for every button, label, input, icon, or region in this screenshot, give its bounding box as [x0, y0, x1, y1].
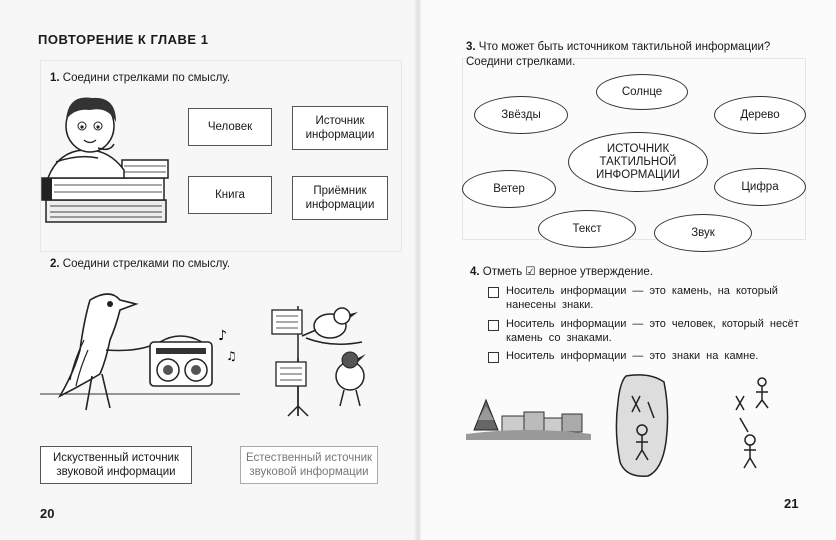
boy-with-books-illustration	[38, 92, 173, 227]
option-3-text: Носитель информации — это знаки на камне.	[506, 350, 759, 362]
oval-zvyozdy[interactable]: Звёзды	[474, 96, 568, 134]
task-3-heading	[466, 40, 806, 70]
checked-box-icon: ☑	[525, 264, 536, 278]
box-kniga[interactable]: Книга	[188, 176, 272, 214]
stones-landscape-illustration	[466, 390, 591, 440]
box-receiver-info[interactable]: Приёмник информации	[292, 176, 388, 220]
task-4-heading	[470, 264, 653, 278]
task-2-text: Соедини стрелками по смыслу.	[62, 258, 231, 270]
carved-signs-illustration	[728, 374, 778, 474]
label-natural-sound-source[interactable]: Естественный источник звуковой информации	[240, 446, 378, 484]
book-gutter	[414, 0, 422, 540]
label-artificial-sound-source[interactable]: Искуственный источник звуковой информации	[40, 446, 192, 484]
svg-text:♪: ♪	[218, 328, 227, 344]
oval-tactile-source-center: ИСТОЧНИК ТАКТИЛЬНОЙ ИНФОРМАЦИИ	[568, 132, 708, 192]
task-2-number: 2.	[50, 258, 60, 270]
task-3-text: Что может быть источником тактильной информации? Соедини стрелками.	[466, 41, 771, 68]
box-chelovek[interactable]: Человек	[188, 108, 272, 146]
box-source-info[interactable]: Источник информации	[292, 106, 388, 150]
oval-tsifra[interactable]: Цифра	[714, 168, 806, 206]
bird-with-radio-illustration	[40, 290, 240, 425]
page-number-left: 20	[40, 506, 55, 521]
oval-derevo[interactable]: Дерево	[714, 96, 806, 134]
option-2-checkbox[interactable]	[488, 320, 499, 331]
task-1-text: Соедини стрелками по смыслу.	[62, 72, 231, 84]
task-3-number: 3.	[466, 41, 476, 53]
task-1-heading	[50, 72, 230, 84]
option-1-text: Носитель информации — это камень, на который нанесены знаки.	[506, 285, 778, 311]
task-4-text-after: верное утверждение.	[538, 266, 653, 278]
chapter-review-title: ПОВТОРЕНИЕ К ГЛАВЕ 1	[38, 32, 209, 47]
task-2-heading	[50, 258, 230, 270]
page-number-right: 21	[784, 496, 799, 511]
option-3-checkbox[interactable]	[488, 352, 499, 363]
oval-zvuk[interactable]: Звук	[654, 214, 752, 252]
option-1-checkbox[interactable]	[488, 287, 499, 298]
option-2-text: Носитель информации — это человек, который несёт камень со знаками.	[506, 318, 799, 344]
task-1-number: 1.	[50, 72, 60, 84]
oval-solntse[interactable]: Солнце	[596, 74, 688, 110]
svg-text:♫: ♫	[226, 349, 237, 363]
oval-tekst[interactable]: Текст	[538, 210, 636, 248]
oval-veter[interactable]: Ветер	[462, 170, 556, 208]
carved-stone-illustration	[612, 372, 672, 480]
task-4-text-before: Отметь	[482, 266, 523, 278]
task-4-number: 4.	[470, 266, 480, 278]
singing-birds-illustration	[262, 296, 392, 421]
